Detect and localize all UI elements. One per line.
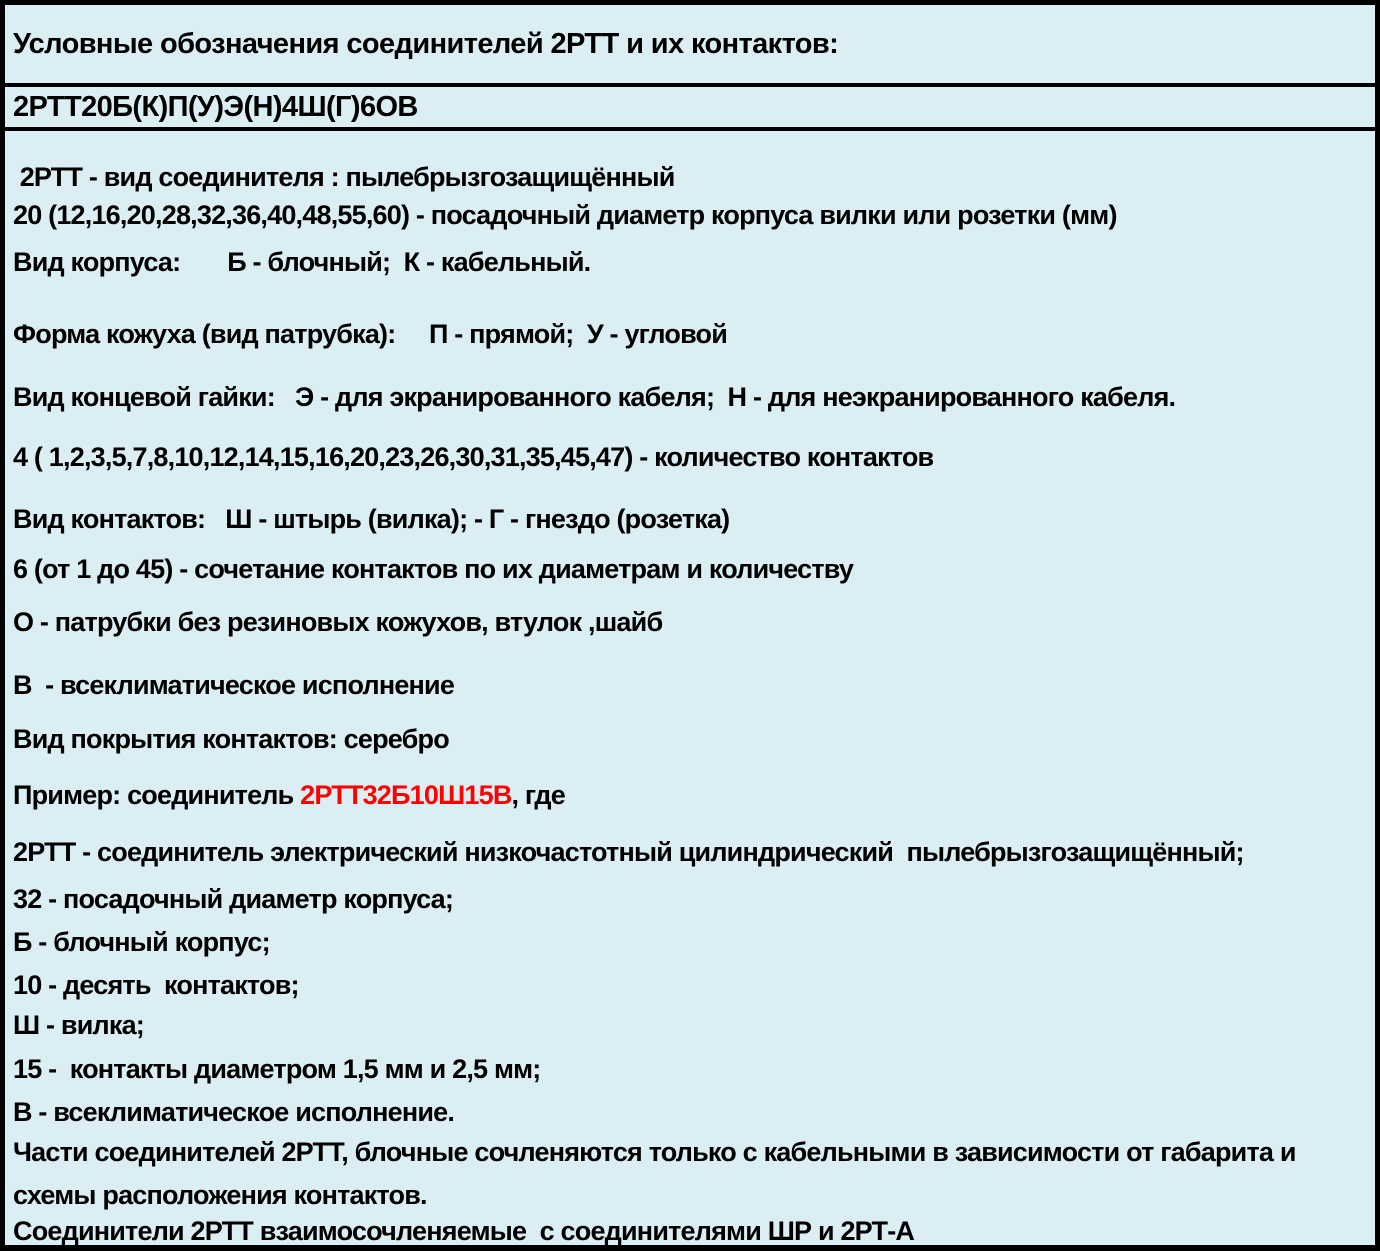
legend-line-diameter: 20 (12,16,20,28,32,36,40,48,55,60) - посадочный диаметр корпуса вилки или розетки (мм) <box>13 200 1117 230</box>
breakdown-line-2rtt: 2РТТ - соединитель электрический низкочастотный цилиндрический пылебрызгозащищённый; <box>13 837 1244 867</box>
breakdown-line-v: В - всеклиматическое исполнение. <box>13 1097 455 1127</box>
note-line-mating-1: Части соединителей 2РТТ, блочные сочленяются только с кабельными в зависимости от габарита и <box>13 1137 1296 1167</box>
example-prefix: Пример: соединитель <box>13 780 301 810</box>
legend-line-contact-combination: 6 (от 1 до 45) - сочетание контактов по их диаметрам и количеству <box>13 554 854 584</box>
breakdown-line-10: 10 - десять контактов; <box>13 970 299 1000</box>
legend-line-contact-type: Вид контактов: Ш - штырь (вилка); - Г - гнездо (розетка) <box>13 504 730 534</box>
legend-line-coating: Вид покрытия контактов: серебро <box>13 724 449 754</box>
legend-line-body-type: Вид корпуса: Б - блочный; К - кабельный. <box>13 247 591 277</box>
legend-line-contact-count: 4 ( 1,2,3,5,7,8,10,12,14,15,16,20,23,26,30,31,35,45,47) - количество контактов <box>13 442 934 472</box>
legend-line-connector-type: 2РТТ - вид соединителя : пылебрызгозащищённый <box>13 162 675 192</box>
example-line <box>13 777 1371 813</box>
note-line-mating-2: схемы расположения контактов. <box>13 1180 427 1210</box>
breakdown-line-15: 15 - контакты диаметром 1,5 мм и 2,5 мм; <box>13 1054 541 1084</box>
legend-line-cover-shape: Форма кожуха (вид патрубка): П - прямой; У - угловой <box>13 319 728 349</box>
legend-line-all-climate: В - всеклиматическое исполнение <box>13 670 455 700</box>
example-suffix: , где <box>511 780 565 810</box>
legend-line-no-rubber: О - патрубки без резиновых кожухов, втулок ,шайб <box>13 607 663 637</box>
note-line-compatibility: Соединители 2РТТ взаимосочленяемые с соединителями ШР и 2РТ-А <box>13 1216 915 1246</box>
page-title: Условные обозначения соединителей 2РТТ и их контактов: <box>13 27 839 60</box>
breakdown-line-32: 32 - посадочный диаметр корпуса; <box>13 884 454 914</box>
example-code-highlight: 2РТТ32Б10Ш15В <box>300 780 512 810</box>
breakdown-line-sh: Ш - вилка; <box>13 1010 144 1040</box>
designation-code: 2РТТ20Б(К)П(У)Э(Н)4Ш(Г)6ОВ <box>13 90 418 123</box>
legend-line-end-nut: Вид концевой гайки: Э - для экранированного кабеля; Н - для неэкранированного кабеля. <box>13 382 1176 412</box>
legend-body <box>5 131 1375 1249</box>
breakdown-line-b: Б - блочный корпус; <box>13 927 270 957</box>
